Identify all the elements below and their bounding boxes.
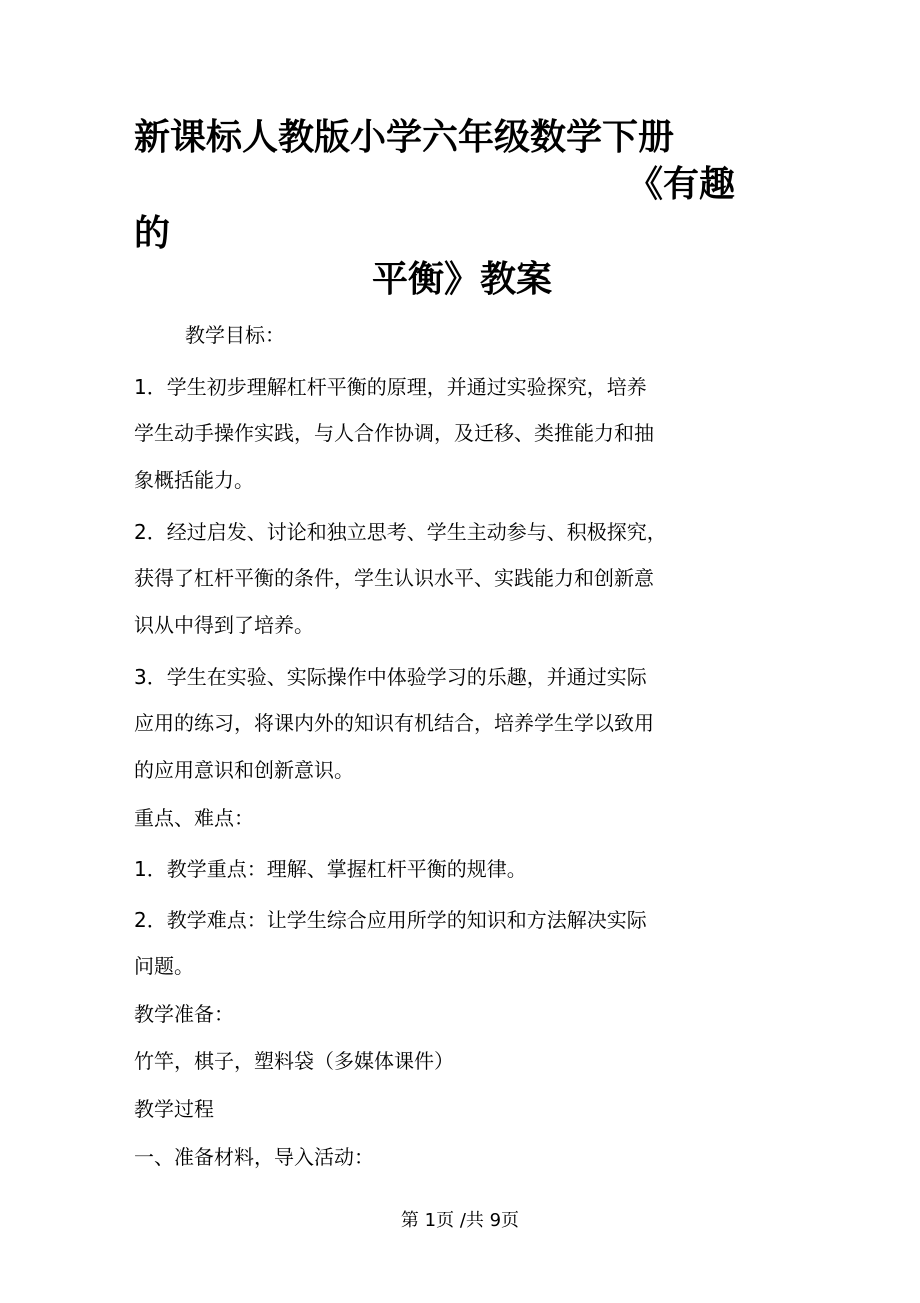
prep-heading: 教学准备： xyxy=(134,1002,234,1026)
objective-1-line-2: 学生动手操作实践，与人合作协调，及迁移、类推能力和抽 xyxy=(134,421,654,445)
objective-1-line-1: 1．学生初步理解杠杆平衡的原理，并通过实验探究，培养 xyxy=(134,375,647,399)
objective-1-line-3: 象概括能力。 xyxy=(134,468,254,492)
process-heading: 教学过程 xyxy=(134,1097,214,1121)
objective-3-line-3: 的应用意识和创新意识。 xyxy=(134,758,354,782)
keypoint-2-line-1: 2．教学难点：让学生综合应用所学的知识和方法解决实际 xyxy=(134,908,647,932)
page-footer: 第 1页 /共 9页 xyxy=(400,1210,520,1231)
doc-title-line-3: 的 xyxy=(134,213,171,254)
objective-2-line-1: 2．经过启发、讨论和独立思考、学生主动参与、积极探究， xyxy=(134,520,667,544)
doc-title-line-2: 《有趣 xyxy=(627,164,736,205)
keypoint-1-line-1: 1．教学重点：理解、掌握杠杆平衡的规律。 xyxy=(134,857,527,881)
keypoint-2-line-2: 问题。 xyxy=(134,954,194,978)
objective-2-line-3: 识从中得到了培养。 xyxy=(134,613,314,637)
prep-text: 竹竿，棋子，塑料袋（多媒体课件） xyxy=(134,1049,454,1073)
objectives-heading: 教学目标： xyxy=(185,323,285,347)
section-1-heading: 一、准备材料，导入活动： xyxy=(134,1145,374,1169)
objective-3-line-2: 应用的练习，将课内外的知识有机结合，培养学生学以致用 xyxy=(134,711,654,735)
objective-3-line-1: 3．学生在实验、实际操作中体验学习的乐趣，并通过实际 xyxy=(134,665,647,689)
keypoints-heading: 重点、难点： xyxy=(134,806,254,830)
objective-2-line-2: 获得了杠杆平衡的条件，学生认识水平、实践能力和创新意 xyxy=(134,566,654,590)
doc-title-line-4: 平衡》教案 xyxy=(372,259,553,300)
doc-title-line-1: 新课标人教版小学六年级数学下册 xyxy=(134,117,675,158)
